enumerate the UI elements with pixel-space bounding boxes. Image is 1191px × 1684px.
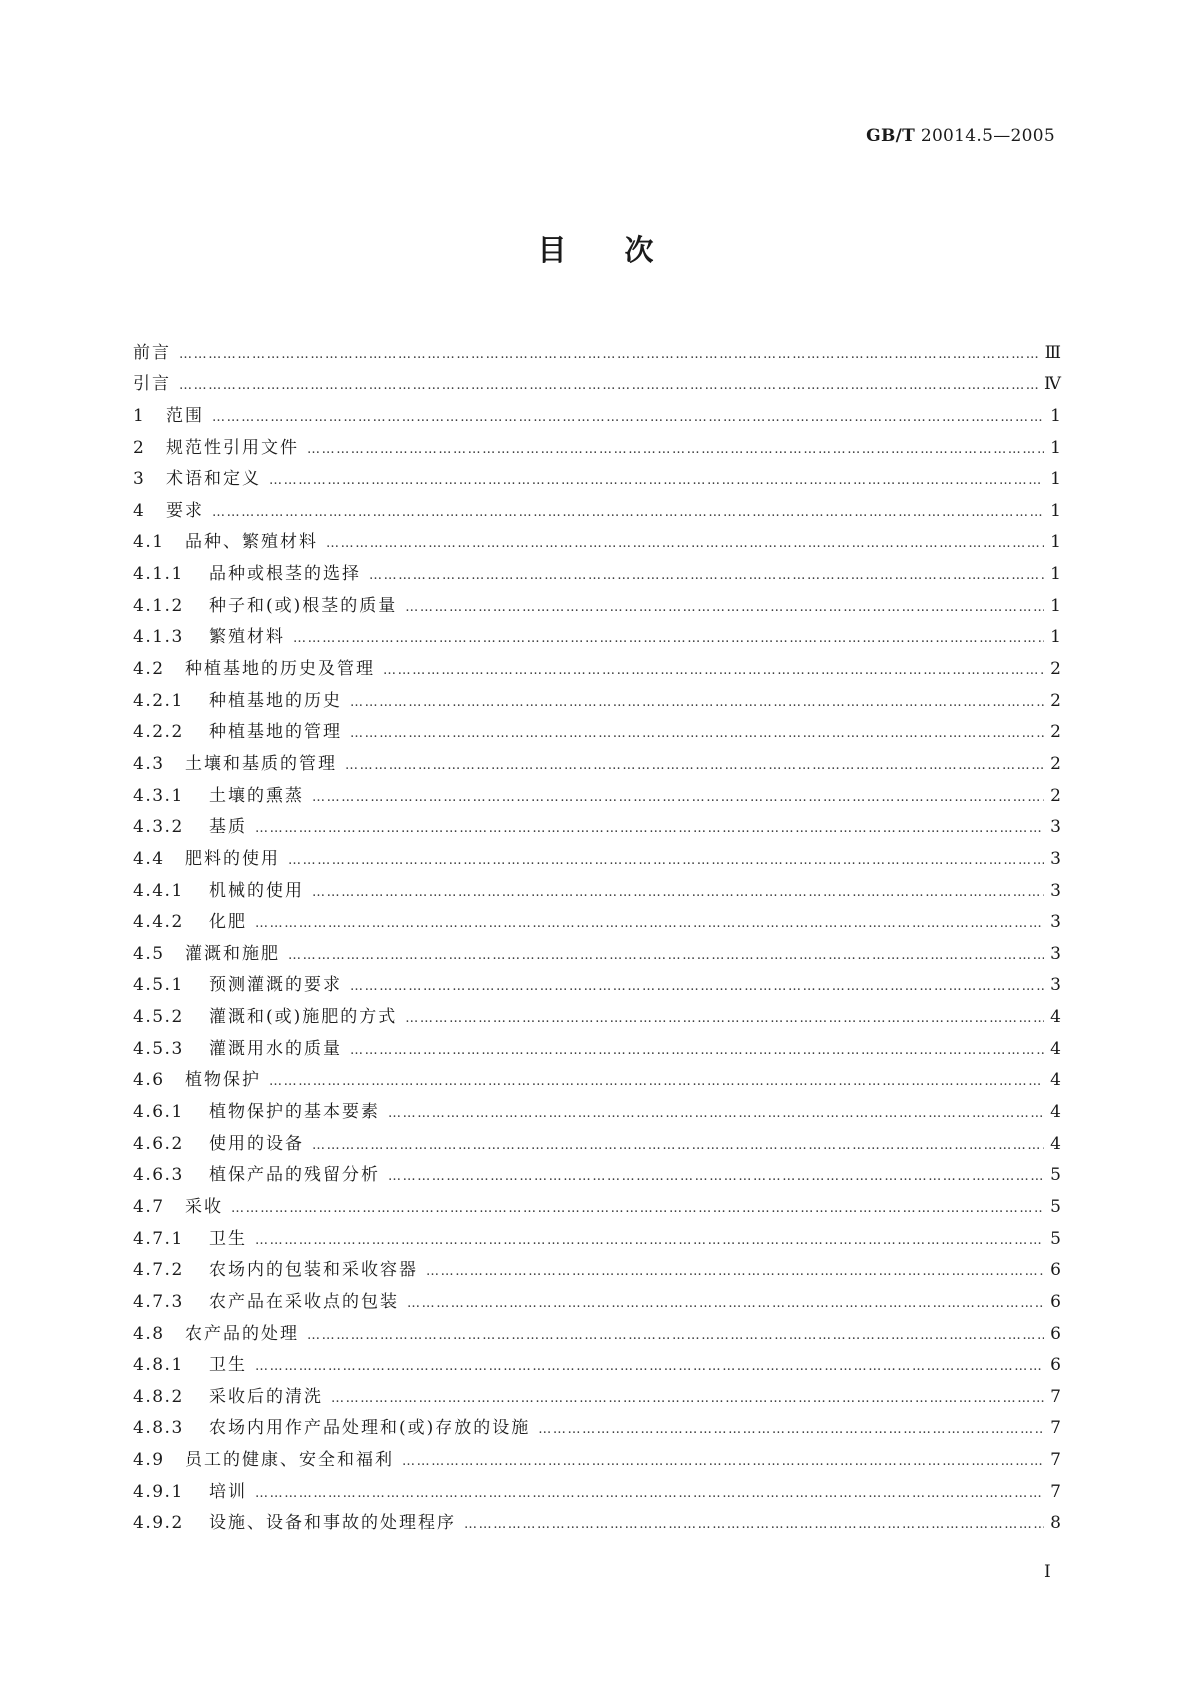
toc-leader-dots bbox=[407, 1295, 1044, 1313]
toc-leader-dots bbox=[405, 1010, 1044, 1028]
toc-entry-page: 2 bbox=[1050, 753, 1061, 774]
toc-entry-page: 1 bbox=[1050, 500, 1061, 521]
toc-entry-label: 农产品的处理 bbox=[185, 1323, 299, 1344]
toc-entry-number: 4.3.2 bbox=[133, 817, 184, 838]
toc-entry-number: 4.5.1 bbox=[133, 975, 184, 996]
toc-entry-number: 4.9.1 bbox=[133, 1481, 184, 1502]
toc-entry-page: 3 bbox=[1050, 817, 1061, 838]
toc-entry-number: 4.4 bbox=[133, 848, 165, 869]
toc-entry-number: 4.1.1 bbox=[133, 564, 184, 585]
toc-leader-dots bbox=[383, 662, 1044, 680]
toc-entry[interactable] bbox=[133, 1186, 1061, 1218]
toc-entry-label: 预测灌溉的要求 bbox=[209, 975, 342, 996]
toc-entry-label: 采收 bbox=[185, 1196, 223, 1217]
toc-entry-label: 基质 bbox=[209, 817, 247, 838]
toc-leader-dots bbox=[350, 978, 1044, 996]
toc-entry[interactable] bbox=[133, 1471, 1061, 1503]
toc-entry-label: 肥料的使用 bbox=[185, 848, 280, 869]
toc-leader-dots bbox=[350, 1042, 1044, 1060]
toc-leader-dots bbox=[331, 1390, 1044, 1408]
toc-leader-dots bbox=[464, 1516, 1044, 1534]
toc-entry-page: 6 bbox=[1050, 1260, 1061, 1281]
toc-entry-label: 灌溉和施肥 bbox=[185, 943, 280, 964]
toc-entry-number: 4.8.2 bbox=[133, 1386, 184, 1407]
toc-leader-dots bbox=[345, 757, 1044, 775]
toc-entry-number: 4.4.1 bbox=[133, 880, 184, 901]
toc-entry-label: 机械的使用 bbox=[209, 880, 304, 901]
toc-leader-dots bbox=[269, 1073, 1044, 1091]
toc-entry-number: 4.7.2 bbox=[133, 1260, 184, 1281]
toc-entry[interactable] bbox=[133, 617, 1061, 649]
toc-leader-dots bbox=[293, 630, 1044, 648]
toc-entry-label: 土壤的熏蒸 bbox=[209, 785, 304, 806]
toc-entry-label: 植物保护的基本要素 bbox=[209, 1102, 380, 1123]
toc-entry[interactable] bbox=[133, 712, 1061, 744]
toc-entry-label: 土壤和基质的管理 bbox=[185, 753, 337, 774]
toc-leader-dots bbox=[388, 1168, 1044, 1186]
toc-entry[interactable] bbox=[133, 1281, 1061, 1313]
toc-entry[interactable] bbox=[133, 680, 1061, 712]
toc-entry-number: 4.8.3 bbox=[133, 1418, 184, 1439]
toc-entry-label: 卫生 bbox=[209, 1228, 247, 1249]
toc-entry-number: 4.8.1 bbox=[133, 1355, 184, 1376]
toc-entry-label: 使用的设备 bbox=[209, 1133, 304, 1154]
toc-entry-page: Ⅳ bbox=[1044, 374, 1061, 395]
toc-entry-label: 前言 bbox=[133, 342, 171, 363]
toc-entry-label: 员工的健康、安全和福利 bbox=[185, 1450, 394, 1471]
toc-entry-number: 4.6.2 bbox=[133, 1133, 184, 1154]
toc-entry-label: 引言 bbox=[133, 374, 171, 395]
toc-entry-label: 设施、设备和事故的处理程序 bbox=[209, 1513, 456, 1534]
toc-entry-page: 2 bbox=[1050, 690, 1061, 711]
toc-entry-number: 4.7.1 bbox=[133, 1228, 184, 1249]
toc-entry-label: 繁殖材料 bbox=[209, 627, 285, 648]
toc-leader-dots bbox=[350, 694, 1044, 712]
toc-leader-dots bbox=[288, 947, 1044, 965]
toc-entry-number: 4.1.3 bbox=[133, 627, 184, 648]
toc-leader-dots bbox=[255, 1485, 1044, 1503]
toc-entry-page: 4 bbox=[1050, 1070, 1061, 1091]
toc-entry-label: 要求 bbox=[166, 500, 204, 521]
toc-entry-page: 6 bbox=[1050, 1355, 1061, 1376]
toc-entry-page: 4 bbox=[1050, 1133, 1061, 1154]
toc-entry[interactable] bbox=[133, 1408, 1061, 1440]
toc-entry-number: 4.6.1 bbox=[133, 1102, 184, 1123]
standard-code-prefix: GB/T bbox=[866, 126, 916, 146]
toc-entry-number: 4.8 bbox=[133, 1323, 165, 1344]
toc-leader-dots bbox=[538, 1421, 1044, 1439]
toc-entry-page: 4 bbox=[1050, 1038, 1061, 1059]
toc-entry-label: 种子和(或)根茎的质量 bbox=[209, 595, 398, 616]
toc-entry[interactable] bbox=[133, 1439, 1061, 1471]
toc-entry-label: 种植基地的历史 bbox=[209, 690, 342, 711]
toc-entry[interactable] bbox=[133, 1313, 1061, 1345]
toc-entry-page: 3 bbox=[1050, 912, 1061, 933]
toc-entry[interactable] bbox=[133, 996, 1061, 1028]
toc-entry[interactable] bbox=[133, 553, 1061, 585]
toc-entry-label: 灌溉和(或)施肥的方式 bbox=[209, 1007, 398, 1028]
toc-entry-page: 1 bbox=[1050, 405, 1061, 426]
toc-entry-page: 4 bbox=[1050, 1007, 1061, 1028]
toc-entry[interactable] bbox=[133, 1218, 1061, 1250]
toc-entry-page: 5 bbox=[1050, 1165, 1061, 1186]
toc-entry-page: 6 bbox=[1050, 1291, 1061, 1312]
toc-entry[interactable] bbox=[133, 490, 1061, 522]
toc-entry-number: 4.3.1 bbox=[133, 785, 184, 806]
toc-entry[interactable] bbox=[133, 648, 1061, 680]
toc-entry[interactable] bbox=[133, 933, 1061, 965]
toc-entry-page: 3 bbox=[1050, 880, 1061, 901]
toc-leader-dots bbox=[231, 1200, 1044, 1218]
toc-leader-dots bbox=[388, 1105, 1044, 1123]
toc-entry-page: 2 bbox=[1050, 722, 1061, 743]
toc-leader-dots bbox=[255, 915, 1044, 933]
toc-entry-label: 植物保护 bbox=[185, 1070, 261, 1091]
toc-entry-label: 灌溉用水的质量 bbox=[209, 1038, 342, 1059]
toc-leader-dots bbox=[212, 504, 1044, 522]
standard-code-number: 20014.5—2005 bbox=[915, 126, 1055, 146]
toc-entry[interactable] bbox=[133, 1091, 1061, 1123]
toc-leader-dots bbox=[255, 1232, 1044, 1250]
toc-entry-label: 采收后的清洗 bbox=[209, 1386, 323, 1407]
toc-entry[interactable] bbox=[133, 332, 1061, 364]
toc-entry-number: 4.1 bbox=[133, 532, 165, 553]
toc-entry[interactable] bbox=[133, 459, 1061, 491]
toc-entry-number: 3 bbox=[133, 469, 146, 490]
toc-entry-number: 4 bbox=[133, 500, 146, 521]
toc-entry-page: 7 bbox=[1050, 1481, 1061, 1502]
toc-entry-page: 3 bbox=[1050, 975, 1061, 996]
toc-leader-dots bbox=[312, 1137, 1044, 1155]
toc-entry[interactable] bbox=[133, 1060, 1061, 1092]
toc-entry-number: 4.2.1 bbox=[133, 690, 184, 711]
page-folio: I bbox=[1044, 1562, 1051, 1582]
toc-entry-number: 4.7 bbox=[133, 1196, 165, 1217]
table-of-contents bbox=[133, 332, 1061, 1534]
toc-entry-label: 品种、繁殖材料 bbox=[185, 532, 318, 553]
toc-entry-number: 4.4.2 bbox=[133, 912, 184, 933]
toc-entry-label: 范围 bbox=[166, 405, 204, 426]
toc-leader-dots bbox=[405, 599, 1044, 617]
toc-entry-label: 种植基地的历史及管理 bbox=[185, 659, 375, 680]
toc-entry-page: 2 bbox=[1050, 659, 1061, 680]
toc-leader-dots bbox=[326, 535, 1044, 553]
toc-entry[interactable] bbox=[133, 585, 1061, 617]
toc-entry[interactable] bbox=[133, 1028, 1061, 1060]
toc-entry-label: 农场内用作产品处理和(或)存放的设施 bbox=[209, 1418, 531, 1439]
toc-entry-page: 5 bbox=[1050, 1228, 1061, 1249]
toc-entry-number: 4.9.2 bbox=[133, 1513, 184, 1534]
toc-entry-number: 1 bbox=[133, 405, 146, 426]
toc-entry-page: 7 bbox=[1050, 1450, 1061, 1471]
toc-entry[interactable] bbox=[133, 1155, 1061, 1187]
toc-entry-page: 1 bbox=[1050, 437, 1061, 458]
toc-entry-label: 规范性引用文件 bbox=[166, 437, 299, 458]
toc-entry-number: 2 bbox=[133, 437, 146, 458]
toc-entry-number: 4.5 bbox=[133, 943, 165, 964]
toc-entry[interactable] bbox=[133, 395, 1061, 427]
toc-entry-label: 农产品在采收点的包装 bbox=[209, 1291, 399, 1312]
toc-entry-page: 1 bbox=[1050, 564, 1061, 585]
toc-entry[interactable] bbox=[133, 1123, 1061, 1155]
toc-entry-page: 2 bbox=[1050, 785, 1061, 806]
toc-entry-page: 3 bbox=[1050, 848, 1061, 869]
toc-entry[interactable] bbox=[133, 1503, 1061, 1535]
toc-entry-number: 4.9 bbox=[133, 1450, 165, 1471]
toc-entry[interactable] bbox=[133, 364, 1061, 396]
toc-entry-number: 4.5.2 bbox=[133, 1007, 184, 1028]
toc-leader-dots bbox=[402, 1453, 1044, 1471]
toc-leader-dots bbox=[426, 1263, 1044, 1281]
toc-leader-dots bbox=[255, 820, 1044, 838]
toc-entry-label: 农场内的包装和采收容器 bbox=[209, 1260, 418, 1281]
toc-leader-dots bbox=[312, 884, 1044, 902]
toc-entry-page: 4 bbox=[1050, 1102, 1061, 1123]
toc-entry[interactable] bbox=[133, 522, 1061, 554]
toc-entry[interactable] bbox=[133, 902, 1061, 934]
standard-code bbox=[866, 126, 1055, 146]
toc-title: 目次 bbox=[537, 233, 712, 267]
toc-entry-label: 品种或根茎的选择 bbox=[209, 564, 361, 585]
toc-entry-number: 4.6 bbox=[133, 1070, 165, 1091]
toc-leader-dots bbox=[369, 567, 1044, 585]
toc-entry-page: 1 bbox=[1050, 595, 1061, 616]
toc-entry[interactable] bbox=[133, 1376, 1061, 1408]
toc-entry-number: 4.7.3 bbox=[133, 1291, 184, 1312]
toc-entry[interactable] bbox=[133, 870, 1061, 902]
toc-leader-dots bbox=[269, 472, 1044, 490]
toc-entry-number: 4.5.3 bbox=[133, 1038, 184, 1059]
toc-entry[interactable] bbox=[133, 807, 1061, 839]
toc-entry[interactable] bbox=[133, 775, 1061, 807]
toc-entry-page: 8 bbox=[1050, 1513, 1061, 1534]
toc-entry-label: 卫生 bbox=[209, 1355, 247, 1376]
toc-entry-number: 4.2.2 bbox=[133, 722, 184, 743]
toc-leader-dots bbox=[350, 725, 1044, 743]
toc-entry-page: 1 bbox=[1050, 469, 1061, 490]
toc-entry-label: 植保产品的残留分析 bbox=[209, 1165, 380, 1186]
toc-entry[interactable] bbox=[133, 838, 1061, 870]
toc-entry-number: 4.1.2 bbox=[133, 595, 184, 616]
toc-entry-page: 7 bbox=[1050, 1386, 1061, 1407]
toc-entry-page: Ⅲ bbox=[1044, 342, 1061, 363]
toc-leader-dots bbox=[255, 1358, 1044, 1376]
toc-entry-number: 4.2 bbox=[133, 659, 165, 680]
toc-entry[interactable] bbox=[133, 1250, 1061, 1282]
toc-leader-dots bbox=[288, 852, 1044, 870]
toc-entry-page: 1 bbox=[1050, 532, 1061, 553]
toc-entry[interactable] bbox=[133, 1345, 1061, 1377]
toc-leader-dots bbox=[307, 441, 1044, 459]
toc-entry-page: 6 bbox=[1050, 1323, 1061, 1344]
toc-entry-page: 3 bbox=[1050, 943, 1061, 964]
toc-entry[interactable] bbox=[133, 965, 1061, 997]
toc-leader-dots bbox=[179, 377, 1038, 395]
toc-leader-dots bbox=[312, 789, 1044, 807]
toc-entry-number: 4.6.3 bbox=[133, 1165, 184, 1186]
toc-entry-label: 化肥 bbox=[209, 912, 247, 933]
toc-leader-dots bbox=[307, 1327, 1044, 1345]
toc-entry[interactable] bbox=[133, 743, 1061, 775]
toc-entry-page: 5 bbox=[1050, 1196, 1061, 1217]
toc-entry-number: 4.3 bbox=[133, 753, 165, 774]
toc-entry-page: 7 bbox=[1050, 1418, 1061, 1439]
toc-entry-label: 术语和定义 bbox=[166, 469, 261, 490]
toc-entry-label: 培训 bbox=[209, 1481, 247, 1502]
toc-leader-dots bbox=[179, 346, 1039, 364]
toc-leader-dots bbox=[212, 409, 1044, 427]
toc-entry-label: 种植基地的管理 bbox=[209, 722, 342, 743]
toc-entry[interactable] bbox=[133, 427, 1061, 459]
toc-entry-page: 1 bbox=[1050, 627, 1061, 648]
